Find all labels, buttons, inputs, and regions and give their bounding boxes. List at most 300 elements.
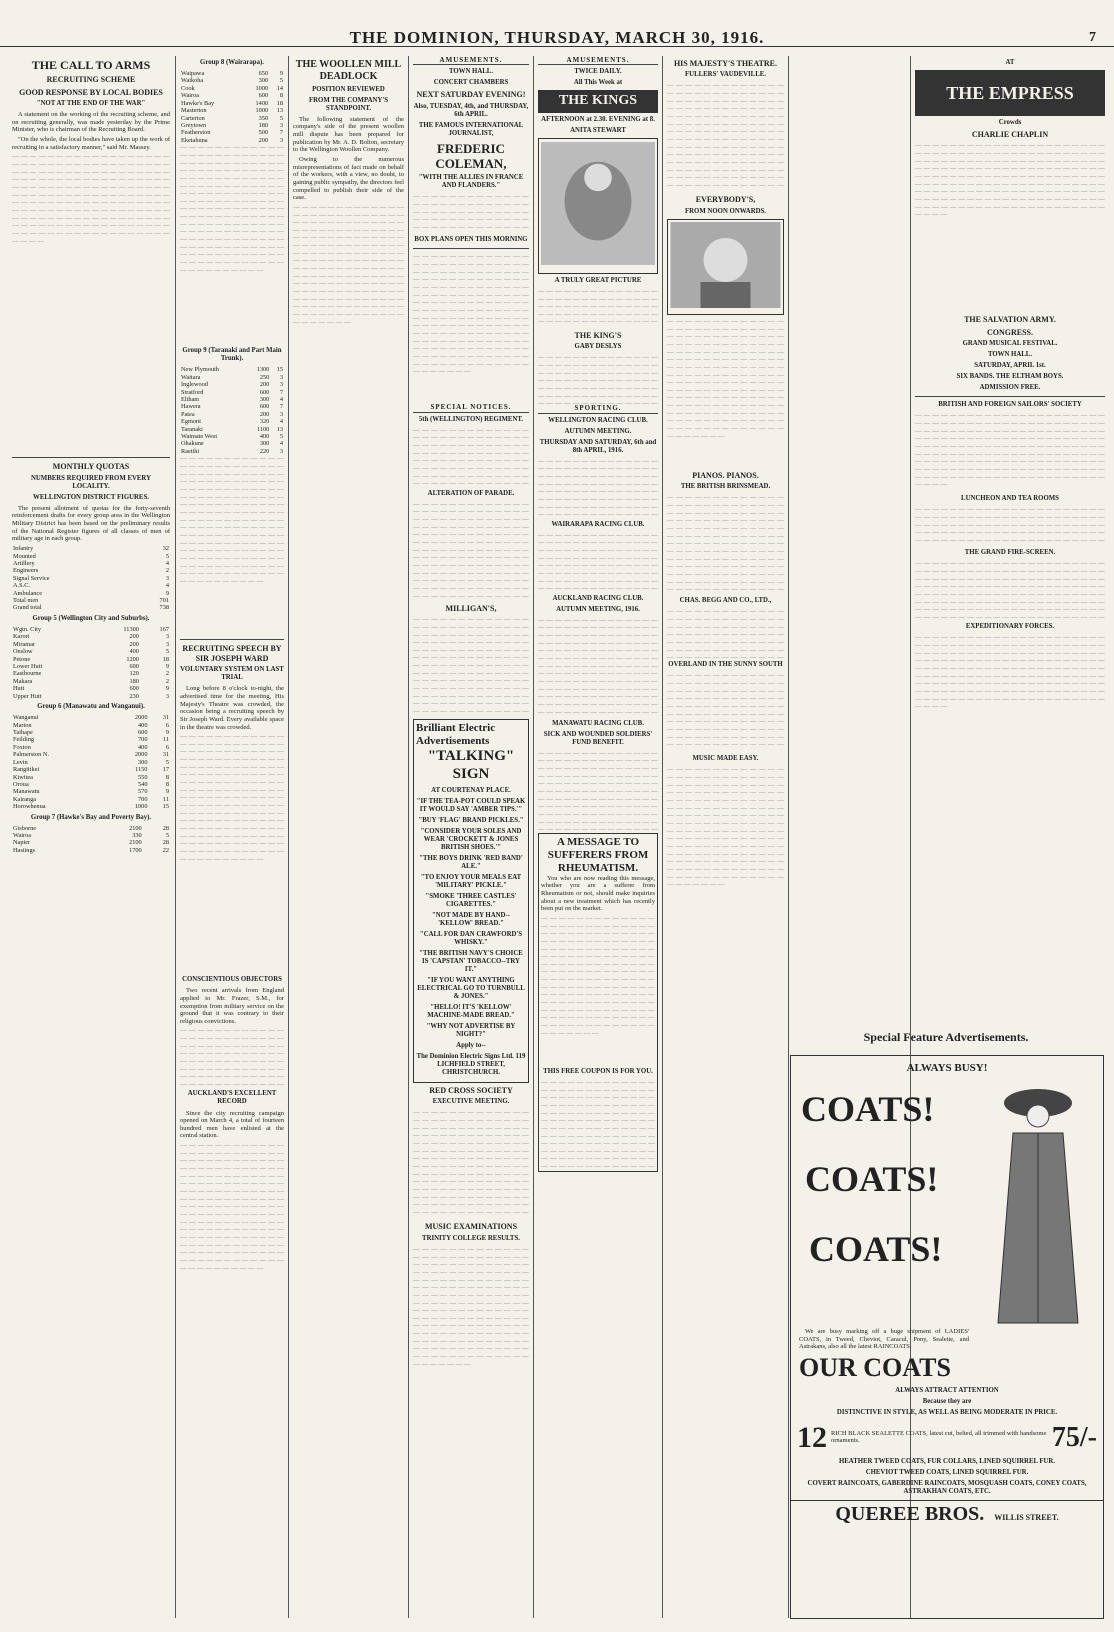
ad-text	[538, 458, 658, 518]
heather-tweed: HEATHER TWEED COATS, FUR COLLARS, LINED SQUIRREL FUR.	[838, 1458, 1056, 1466]
quota: 5	[279, 433, 283, 441]
chas-begg: CHAS. BEGG AND CO., LTD.,	[679, 597, 772, 605]
ad-text	[538, 617, 658, 717]
quota: 3	[279, 373, 283, 381]
men-of-age: 1300	[256, 366, 270, 374]
talking-sign-title: "TALKING" SIGN	[427, 748, 515, 782]
group-7-heading: Group 7 (Hawke's Bay and Poverty Bay).	[30, 813, 152, 821]
brilliant-heading: Brilliant Electric Advertisements	[416, 722, 496, 748]
table-row	[12, 839, 170, 846]
men-of-age: 120	[129, 670, 139, 678]
rheumatism-ad	[538, 833, 658, 1172]
festival-town-hall: TOWN HALL.	[987, 351, 1033, 359]
column-rule	[533, 56, 534, 1618]
table-row	[12, 685, 170, 692]
district-name: Napier	[13, 839, 31, 847]
british-brinsmead: THE BRITISH BRINSMEAD.	[680, 483, 771, 491]
table-row	[180, 92, 284, 99]
page-number: 7	[1089, 30, 1096, 45]
section-sporting: SPORTING.	[538, 404, 658, 413]
because-they-are: Because they are	[922, 1397, 972, 1405]
quota: 15	[276, 366, 283, 374]
lady-in-coat-illustration	[983, 1078, 1093, 1328]
article-text-body	[413, 253, 529, 403]
men-of-age: 400	[138, 721, 148, 729]
quota: 9	[165, 663, 169, 671]
district-name: Feilding	[13, 736, 34, 744]
men-of-age: 320	[259, 418, 270, 426]
subhead-local-bodies: GOOD RESPONSE BY LOCAL BODIES	[19, 87, 163, 97]
men-of-age: 200	[259, 381, 270, 389]
table-row	[180, 403, 284, 410]
group-9-table	[180, 366, 284, 455]
men-of-age: 200	[258, 136, 269, 144]
unit-name: Signal Service	[13, 574, 50, 582]
article-text-body	[413, 1246, 529, 1546]
quota: 18	[276, 99, 283, 107]
district-name: Waipawa	[181, 70, 205, 78]
men-of-age: 250	[259, 373, 270, 381]
table-continued-text	[180, 144, 284, 344]
column-rule	[288, 56, 289, 1618]
quota: 5	[165, 832, 169, 840]
table-row	[12, 678, 170, 685]
subhead-voluntary: VOLUNTARY SYSTEM ON LAST TRIAL	[180, 666, 284, 682]
column-3	[293, 56, 404, 1618]
quota: 22	[162, 846, 169, 854]
unit-name: Engineers	[13, 567, 39, 575]
men-of-age: 700	[138, 736, 148, 744]
men-of-age: 1400	[255, 99, 269, 107]
article-text-body	[180, 733, 284, 973]
film-caption: A TRULY GREAT PICTURE	[554, 276, 642, 284]
pianos: PIANOS. PIANOS.	[692, 470, 759, 480]
men-of-age: 500	[258, 129, 269, 137]
talking-sign-location: AT COURTENAY PLACE.	[431, 786, 511, 794]
ad-text	[915, 560, 1105, 620]
gaby-deslys: GABY DESLYS	[574, 343, 622, 351]
unit-count: 3	[165, 574, 169, 582]
music-exam-heading: MUSIC EXAMINATIONS	[424, 1222, 518, 1232]
table-row	[180, 85, 284, 92]
group-8-heading: Group 8 (Wairarapa).	[200, 59, 264, 66]
district-name: Cook	[181, 84, 195, 92]
section-amusements: AMUSEMENTS.	[538, 56, 658, 65]
table-continued-text	[180, 455, 284, 635]
table-row	[180, 107, 284, 114]
quota: 14	[276, 84, 283, 92]
ad-text	[538, 288, 658, 328]
subhead-position: POSITION REVIEWED	[312, 85, 385, 93]
quota: 18	[162, 655, 169, 663]
ad-text	[538, 354, 658, 404]
men-of-age: 1000	[134, 803, 148, 811]
table-row	[12, 545, 170, 552]
film-illustration	[538, 138, 658, 274]
table-row	[12, 590, 170, 597]
table-row	[12, 575, 170, 582]
table-row	[12, 604, 170, 611]
column-rule	[788, 56, 789, 1618]
quota: 3	[279, 447, 283, 455]
district-name: Levin	[13, 758, 28, 766]
slogan: "NOT MADE BY HAND--'KELLOW' BREAD."	[432, 911, 510, 927]
table-row	[12, 693, 170, 700]
men-of-age: 650	[258, 70, 269, 78]
notice-text	[413, 427, 529, 487]
talking-sign-ad	[413, 719, 529, 1083]
district-name: Horowhenua	[13, 803, 46, 811]
unit-count: 32	[162, 545, 169, 553]
district-name: Patea	[181, 410, 195, 418]
quota: 5	[165, 758, 169, 766]
kings-heading: THE KING'S	[574, 330, 622, 340]
concert-chambers: CONCERT CHAMBERS	[433, 79, 509, 87]
ad-text	[915, 412, 1105, 492]
men-of-age: 400	[138, 743, 148, 751]
twice-daily: TWICE DAILY.	[574, 68, 622, 76]
music-made-easy: MUSIC MADE EASY.	[692, 755, 759, 763]
district-name: Carterton	[181, 114, 205, 122]
quota: 13	[276, 107, 283, 115]
quota: 7	[279, 388, 283, 396]
parade-notice: ALTERATION OF PARADE.	[427, 489, 515, 497]
district-name: Stratford	[181, 388, 204, 396]
men-of-age: 570	[138, 788, 148, 796]
rheumatism-heading: A MESSAGE TO SUFFERERS FROM RHEUMATISM.	[547, 835, 649, 874]
quota: 31	[162, 714, 169, 722]
unit-name: Ambulance	[13, 589, 43, 597]
men-of-age: 700	[138, 795, 148, 803]
distinctive-style: DISTINCTIVE IN STYLE, AS WELL AS BEING MODERATE IN PRICE.	[836, 1408, 1058, 1416]
ad-text	[538, 750, 658, 830]
headline-monthly-quotas: MONTHLY QUOTAS	[52, 462, 130, 472]
ad-text	[667, 318, 784, 468]
district-name: Eltham	[181, 395, 200, 403]
men-of-age: 1150	[135, 766, 148, 774]
divider	[915, 396, 1105, 397]
district-name: Waitara	[181, 373, 201, 381]
kings-logo: THE KINGS	[538, 90, 658, 113]
table-row	[180, 70, 284, 77]
table-row	[180, 389, 284, 396]
firm-footer	[791, 1500, 1103, 1527]
slogan: "TO ENJOY YOUR MEALS EAT 'MILITARY' PICKLE."	[420, 873, 522, 889]
table-row	[12, 774, 170, 781]
slogan: "IF THE TEA-POT COULD SPEAK IT WOULD SAY 'AMBER TIPS.'"	[416, 797, 526, 813]
coats-exclaim: COATS!	[805, 1158, 939, 1199]
quota: 4	[279, 440, 283, 448]
table-row	[12, 597, 170, 604]
district-name: Taranaki	[181, 425, 203, 433]
quota: 2	[165, 670, 169, 678]
table-row	[180, 366, 284, 373]
district-name: Palmerston N.	[13, 751, 50, 759]
table-row	[180, 426, 284, 433]
district-name: Lower Hutt	[13, 663, 43, 671]
column-4	[413, 56, 529, 1618]
expeditionary-forces: EXPEDITIONARY FORCES.	[965, 623, 1055, 631]
executive-meeting: EXECUTIVE MEETING.	[432, 1098, 510, 1106]
district-name: Taihape	[13, 728, 33, 736]
district-name: Eastbourne	[13, 670, 42, 678]
headline-call-to-arms: THE CALL TO ARMS	[31, 58, 151, 72]
unit-name: Artillery	[13, 559, 35, 567]
table-row	[180, 396, 284, 403]
sealette-price: 75/-	[1051, 1421, 1097, 1453]
table-row	[12, 781, 170, 788]
quota: 3	[279, 121, 283, 129]
subhead-quote: "NOT AT THE END OF THE WAR"	[36, 100, 146, 108]
table-row	[12, 656, 170, 663]
district-name: Wairoa	[181, 92, 200, 100]
district-name: Egmont	[181, 418, 201, 426]
unit-name: A.S.C.	[13, 582, 30, 590]
table-row	[12, 641, 170, 648]
table-row	[180, 122, 284, 129]
coats-exclaim: COATS!	[801, 1088, 935, 1129]
district-name: Rangitikei	[13, 766, 40, 774]
slogan: "WHY NOT ADVERTISE BY NIGHT?"	[426, 1022, 516, 1038]
quota: 11	[162, 736, 169, 744]
congress: CONGRESS.	[986, 327, 1033, 337]
table-row	[12, 736, 170, 743]
queree-bros-coats-ad	[790, 1055, 1104, 1619]
table-row	[180, 418, 284, 425]
group-9-heading: Group 9 (Taranaki and Part Main Trunk).	[182, 347, 282, 363]
table-row	[180, 381, 284, 388]
masthead	[0, 30, 1114, 47]
always-attract: ALWAYS ATTRACT ATTENTION	[895, 1386, 999, 1394]
district-name: Wgtn. City	[13, 625, 41, 633]
men-of-age: 330	[132, 832, 142, 840]
column-6	[667, 56, 784, 1027]
willis-street: WILLIS STREET.	[994, 1513, 1059, 1523]
table-row	[12, 832, 170, 839]
men-of-age: 550	[138, 773, 148, 781]
rheumatism-text: You who are now reading this message, whether you are a sufferer from Rheumatism or not, should make inquiries about a new treatment which has recently been put on the market.	[541, 874, 655, 913]
table-row	[12, 788, 170, 795]
manawatu-racing-club: MANAWATU RACING CLUB.	[552, 719, 644, 727]
men-of-age: 400	[259, 433, 270, 441]
ad-text	[667, 672, 784, 752]
electric-signs-company: The Dominion Electric Signs Ltd. 119 LICHFIELD STREET, CHRISTCHURCH.	[416, 1052, 526, 1076]
men-of-age: 2000	[134, 751, 148, 759]
district-name: Masterton	[181, 107, 207, 115]
slogan: "CONSIDER YOUR SOLES AND WEAR 'CROCKETT & JONES BRITISH SHOES.'"	[420, 827, 522, 851]
quota: 9	[165, 685, 169, 693]
district-name: Oroua	[13, 780, 29, 788]
box-plans: BOX PLANS OPEN THIS MORNING	[414, 236, 528, 244]
quota: 3	[165, 640, 169, 648]
notice-text	[413, 501, 529, 601]
men-of-age: 180	[129, 677, 139, 685]
section-special-notices: SPECIAL NOTICES.	[413, 403, 529, 412]
article-paragraph: A statement on the working of the recruiting scheme, and on recruiting generally, was made yesterday by the Prime Minister, who is chairman of the Recruiting Board.	[12, 111, 170, 134]
slogan: "CALL FOR DAN CRAWFORD'S WHISKY."	[419, 930, 523, 946]
overland: OVERLAND IN THE SUNNY SOUTH	[668, 661, 783, 669]
men-of-age: 11300	[123, 625, 139, 633]
free-coupon: THIS FREE COUPON IS FOR YOU.	[543, 1067, 653, 1075]
men-of-age: 200	[129, 633, 139, 641]
group-5-heading: Group 5 (Wellington City and Suburbs).	[32, 614, 150, 622]
quota: 9	[279, 70, 283, 78]
men-of-age: 600	[259, 403, 270, 411]
men-of-age: 300	[259, 440, 270, 448]
article-paragraph: The present allotment of quotas for the forty-seventh reinforcement drafts for every group area in the Wellington Military District has been based on the preliminary results of the National Register figures of all classes of men of military age in each group.	[12, 504, 170, 543]
district-name: Waikoha	[181, 77, 204, 85]
film-still-image	[541, 141, 655, 266]
our-coats: OUR COATS	[799, 1352, 951, 1382]
quota: 2	[165, 677, 169, 685]
district-name: Petone	[13, 655, 31, 663]
men-of-age: 2000	[134, 714, 148, 722]
autumn-meeting: AUTUMN MEETING.	[564, 427, 632, 435]
subhead-wellington: WELLINGTON DISTRICT FIGURES.	[33, 493, 149, 501]
ad-text	[915, 634, 1105, 714]
district-name: Wanganui	[13, 714, 39, 722]
article-paragraph: Since the city recruiting campaign opened on March 4, a total of fourteen hundred men have enlisted at the central station.	[180, 1109, 284, 1140]
table-row	[12, 567, 170, 574]
event-dates: Also, TUESDAY, 4th, and THURSDAY, 6th APRIL.	[413, 102, 529, 118]
ad-text	[667, 766, 784, 966]
men-of-age: 2100	[129, 839, 142, 847]
district-name: Kairanga	[13, 795, 37, 803]
district-name: Foxton	[13, 743, 31, 751]
table-row	[12, 663, 170, 670]
district-name: Onslow	[13, 648, 33, 656]
column-2	[180, 56, 284, 1618]
headline-objectors: CONSCIENTIOUS OBJECTORS	[182, 976, 282, 984]
quota: 28	[162, 839, 169, 847]
district-name: Hastings	[13, 846, 36, 854]
covert-raincoats: COVERT RAINCOATS, GABERDINE RAINCOATS, MOSQUASH COATS, CONEY COATS, ASTRAKHAN COATS, ETC.	[807, 1480, 1087, 1496]
men-of-age: 1000	[255, 84, 269, 92]
apply-label: Apply to--	[456, 1041, 486, 1049]
table-row	[180, 411, 284, 418]
article-text-body	[293, 204, 404, 1618]
men-of-age: 600	[259, 388, 270, 396]
unit-name: Infantry	[13, 545, 34, 553]
men-of-age: 1000	[255, 107, 269, 115]
all-this-week: All This Week at	[573, 79, 623, 87]
fire-screen: THE GRAND FIRE-SCREEN.	[964, 549, 1056, 557]
divider	[12, 457, 170, 458]
district-name: Miramar	[13, 640, 36, 648]
quota: 5	[279, 77, 283, 85]
subhead-standpoint: FROM THE COMPANY'S STANDPOINT.	[308, 96, 389, 112]
journalist-label: THE FAMOUS INTERNATIONAL JOURNALIST,	[418, 121, 524, 137]
unit-count: 4	[165, 559, 169, 567]
ad-text	[667, 494, 784, 594]
trinity-results: TRINITY COLLEGE RESULTS.	[422, 1234, 520, 1242]
auckland-racing-club: AUCKLAND RACING CLUB.	[552, 594, 644, 602]
unit-count: 9	[165, 589, 169, 597]
sealette-description: RICH BLACK SEALETTE COATS, latest cut, belted, all trimmed with handsome ornaments.	[831, 1429, 1047, 1445]
unit-name: Mounted	[13, 552, 36, 560]
coats-exclaim: COATS!	[809, 1228, 943, 1269]
quota: 11	[162, 795, 169, 803]
everybodys: EVERYBODY'S,	[695, 195, 756, 205]
unit-count: 738	[159, 604, 169, 612]
district-name: New Plymouth	[181, 366, 219, 374]
his-majestys-theatre: HIS MAJESTY'S THEATRE.	[673, 59, 778, 68]
quota: 6	[165, 743, 169, 751]
men-of-age: 600	[129, 663, 139, 671]
men-of-age: 300	[138, 758, 148, 766]
district-name: Greytown	[181, 121, 207, 129]
quota: 7	[279, 129, 283, 137]
article-text-body	[180, 1027, 284, 1087]
arc-autumn-meeting: AUTUMN MEETING, 1916.	[556, 605, 640, 613]
quota: 6	[165, 721, 169, 729]
table-row	[180, 448, 284, 455]
column-rule	[408, 56, 409, 1618]
ad-text	[667, 82, 784, 192]
table-row	[180, 77, 284, 84]
table-row	[12, 714, 170, 721]
column-1	[12, 56, 170, 1618]
quota: 4	[279, 395, 283, 403]
slogan: "BUY 'FLAG' BRAND PICKLES."	[418, 816, 524, 824]
district-name: Upper Hutt	[13, 692, 42, 700]
men-of-age: 1700	[129, 846, 142, 854]
men-of-age: 230	[129, 692, 139, 700]
ad-text	[915, 506, 1105, 546]
notice-text	[413, 616, 529, 716]
district-name: Inglewood	[181, 381, 208, 389]
article-paragraph: Owing to the numerous misrepresentations of fact made on behalf of the workers, with a view, no doubt, to gaining public sympathy, the directors feel compelled to publish their side of the case.	[293, 155, 404, 202]
district-name: Gisborne	[13, 824, 37, 832]
ad-text	[538, 532, 658, 592]
table-row	[12, 825, 170, 832]
town-hall: TOWN HALL.	[448, 68, 494, 76]
festival-date: SATURDAY, APRIL 1st.	[974, 362, 1046, 370]
regiment-notice: 5th (WELLINGTON) REGIMENT.	[418, 415, 524, 423]
quota: 3	[279, 136, 283, 144]
coats-hero	[791, 1078, 1103, 1328]
special-feature-heading: Special Feature Advertisements.	[863, 1030, 1029, 1044]
men-of-age: 1200	[126, 655, 139, 663]
units-table	[12, 545, 170, 612]
table-row	[180, 100, 284, 107]
article-text-body	[12, 153, 170, 453]
portrait-image	[670, 222, 781, 308]
table-row	[12, 766, 170, 773]
at-label: AT	[1005, 59, 1015, 66]
table-row	[12, 759, 170, 766]
table-row	[180, 137, 284, 144]
salvation-army: THE SALVATION ARMY.	[964, 315, 1056, 325]
table-row	[12, 796, 170, 803]
quota: 8	[165, 780, 169, 788]
table-row	[180, 374, 284, 381]
table-row	[12, 633, 170, 640]
luncheon-rooms: LUNCHEON AND TEA ROOMS	[961, 495, 1059, 503]
district-name: Manawatu	[13, 788, 40, 796]
star-name: ANITA STEWART	[570, 126, 626, 134]
men-of-age: 200	[259, 410, 270, 418]
district-name: Marton	[13, 721, 32, 729]
lecture-title: "WITH THE ALLIES IN FRANCE AND FLANDERS."	[418, 174, 524, 190]
session-times: AFTERNOON at 2.30. EVENING at 8.	[541, 115, 655, 123]
ad-text	[667, 608, 784, 658]
unit-count: 4	[165, 582, 169, 590]
unit-name: Grand total	[13, 604, 42, 612]
milligans: MILLIGAN'S,	[445, 603, 497, 613]
men-of-age: 300	[259, 395, 270, 403]
table-row	[12, 560, 170, 567]
